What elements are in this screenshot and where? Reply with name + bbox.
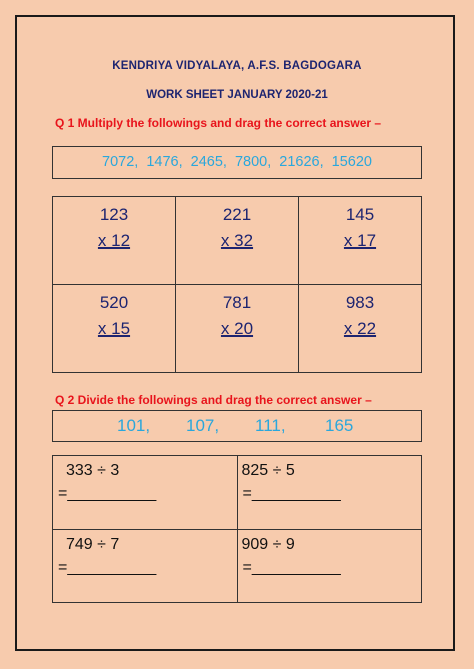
- q2-division-expression: 909 ÷ 9: [241, 535, 295, 553]
- q1-multiplicand: 145: [345, 205, 375, 224]
- q2-problem-cell: [53, 529, 238, 603]
- q1-multiplier: x 17: [343, 231, 377, 250]
- q1-problem-cell[interactable]: [299, 197, 422, 285]
- q1-multiplier: x 32: [220, 231, 254, 250]
- q2-answer-option[interactable]: 111,: [255, 416, 286, 435]
- q2-division-expression: 333 ÷ 3: [66, 462, 120, 479]
- q2-answer-blank[interactable]: =__________: [242, 485, 341, 502]
- q2-answer-option[interactable]: 101,: [117, 416, 151, 435]
- q1-multiplier: x 22: [343, 319, 377, 338]
- q1-problem-grid: [52, 196, 422, 373]
- school-name: KENDRIYA VIDYALAYA, A.F.S. BAGDOGARA: [112, 60, 362, 72]
- q1-multiplicand: 520: [99, 293, 129, 312]
- q1-problem-cell[interactable]: [299, 285, 422, 373]
- q1-problem-cell[interactable]: [176, 285, 299, 373]
- question-2-text: Q 2 Divide the followings and drag the correct answer –: [55, 393, 372, 407]
- q2-answer-blank[interactable]: =__________: [58, 558, 157, 576]
- q2-problem-cell: [53, 456, 238, 530]
- question-1-text: Q 1 Multiply the followings and drag the correct answer –: [55, 116, 382, 130]
- q1-multiplier: x 12: [97, 231, 131, 250]
- q2-answer-blank[interactable]: =__________: [58, 485, 157, 502]
- q2-division-expression: 825 ÷ 5: [241, 462, 295, 479]
- q2-problem-cell: [237, 456, 422, 530]
- q2-problem-grid: [52, 455, 422, 603]
- q1-problem-cell[interactable]: [53, 285, 176, 373]
- q2-division-expression: 749 ÷ 7: [66, 535, 120, 553]
- q2-answer-bank[interactable]: [52, 410, 422, 442]
- q1-problem-cell[interactable]: [53, 197, 176, 285]
- q2-answer-option[interactable]: 107,: [186, 416, 220, 435]
- q1-multiplicand: 781: [222, 293, 252, 312]
- q1-multiplicand: 221: [222, 205, 252, 224]
- q1-multiplicand: 983: [345, 293, 375, 312]
- q1-multiplier: x 15: [97, 319, 131, 338]
- worksheet-title: WORK SHEET JANUARY 2020-21: [146, 89, 328, 101]
- q2-problem-cell: [237, 529, 422, 603]
- q1-answer-bank[interactable]: 7072, 1476, 2465, 7800, 21626, 15620: [52, 146, 422, 179]
- q2-answer-blank[interactable]: =__________: [242, 558, 341, 576]
- q1-problem-cell[interactable]: [176, 197, 299, 285]
- q2-answer-option[interactable]: 165: [325, 416, 354, 435]
- q1-multiplier: x 20: [220, 319, 254, 338]
- q1-multiplicand: 123: [99, 205, 129, 224]
